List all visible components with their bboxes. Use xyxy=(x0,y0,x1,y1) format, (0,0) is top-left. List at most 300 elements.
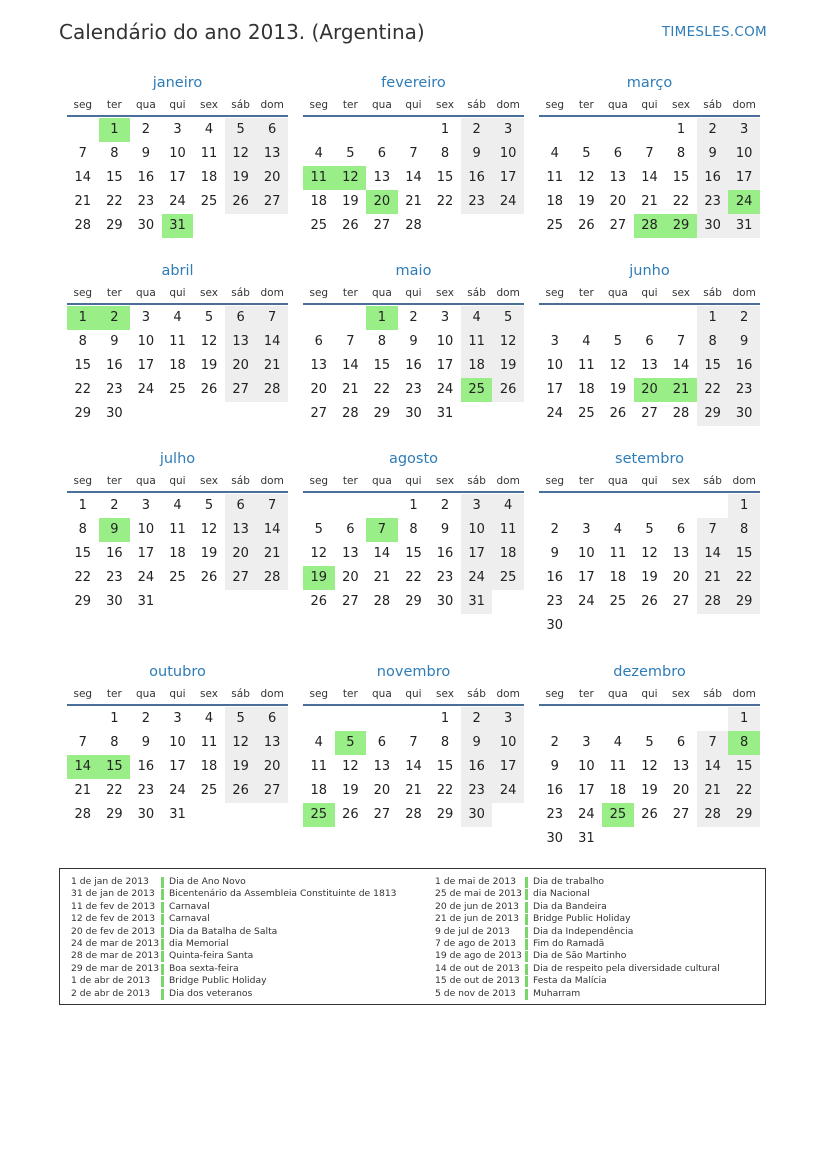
day-cell[interactable]: 29 xyxy=(728,590,760,614)
day-cell[interactable]: 18 xyxy=(609,783,627,798)
day-cell[interactable]: 27 xyxy=(256,779,288,803)
day-cell[interactable]: 13 xyxy=(373,170,391,185)
day-cell[interactable]: 4 xyxy=(492,494,524,518)
day-cell[interactable]: 2 xyxy=(440,498,450,513)
day-cell[interactable]: 3 xyxy=(173,122,182,137)
day-cell[interactable]: 15 xyxy=(373,358,391,373)
day-cell[interactable]: 23 xyxy=(461,190,493,214)
day-cell[interactable]: 17 xyxy=(546,382,564,397)
day-cell[interactable]: 21 xyxy=(697,566,729,590)
day-cell[interactable]: 6 xyxy=(377,735,387,750)
day-cell[interactable]: 26 xyxy=(342,218,359,233)
day-cell[interactable]: 14 xyxy=(256,330,288,354)
day-cell[interactable]: 10 xyxy=(461,518,493,542)
day-cell[interactable]: 22 xyxy=(405,570,422,585)
day-cell[interactable]: 18 xyxy=(609,570,627,585)
day-cell[interactable]: 9 xyxy=(141,146,151,161)
day-cell[interactable]: 2 xyxy=(141,711,151,726)
day-cell[interactable]: 28 xyxy=(256,566,288,590)
day-cell[interactable]: 4 xyxy=(582,334,591,349)
day-cell[interactable]: 24 xyxy=(492,190,524,214)
day-cell[interactable]: 9 xyxy=(110,334,119,349)
day-cell[interactable]: 22 xyxy=(106,783,123,798)
day-cell[interactable]: 3 xyxy=(728,118,760,142)
day-cell[interactable]: 2 xyxy=(110,498,119,513)
day-cell[interactable]: 24 xyxy=(436,382,454,397)
day-cell[interactable]: 17 xyxy=(137,358,155,373)
day-cell[interactable]: 4 xyxy=(461,306,493,330)
day-cell[interactable]: 30 xyxy=(137,218,155,233)
day-cell[interactable]: 28 xyxy=(256,378,288,402)
day-cell[interactable]: 6 xyxy=(225,494,257,518)
day-cell[interactable]: 30 xyxy=(106,406,123,421)
day-cell[interactable]: 7 xyxy=(645,146,654,161)
day-cell[interactable]: 8 xyxy=(110,735,119,750)
day-cell[interactable]: 13 xyxy=(609,170,627,185)
day-cell[interactable]: 26 xyxy=(310,594,328,609)
day-cell[interactable]: 25 xyxy=(200,783,218,798)
holiday-day-cell[interactable]: 31 xyxy=(162,214,194,238)
day-cell[interactable]: 8 xyxy=(377,334,387,349)
day-cell[interactable]: 22 xyxy=(672,194,690,209)
day-cell[interactable]: 1 xyxy=(409,498,418,513)
day-cell[interactable]: 4 xyxy=(314,146,323,161)
day-cell[interactable]: 10 xyxy=(546,358,564,373)
day-cell[interactable]: 8 xyxy=(697,330,729,354)
day-cell[interactable]: 19 xyxy=(200,546,218,561)
day-cell[interactable]: 15 xyxy=(74,358,92,373)
day-cell[interactable]: 29 xyxy=(728,803,760,827)
day-cell[interactable]: 22 xyxy=(106,194,123,209)
day-cell[interactable]: 7 xyxy=(78,146,87,161)
day-cell[interactable]: 11 xyxy=(169,522,186,537)
day-cell[interactable]: 6 xyxy=(256,707,288,731)
day-cell[interactable]: 18 xyxy=(578,382,595,397)
day-cell[interactable]: 18 xyxy=(546,194,564,209)
day-cell[interactable]: 15 xyxy=(74,546,92,561)
day-cell[interactable]: 27 xyxy=(609,218,627,233)
day-cell[interactable]: 31 xyxy=(728,214,760,238)
day-cell[interactable]: 24 xyxy=(169,783,186,798)
holiday-day-cell[interactable]: 2 xyxy=(99,306,131,330)
day-cell[interactable]: 27 xyxy=(342,594,359,609)
day-cell[interactable]: 18 xyxy=(200,759,218,774)
day-cell[interactable]: 2 xyxy=(461,118,493,142)
day-cell[interactable]: 1 xyxy=(110,711,119,726)
holiday-day-cell[interactable]: 7 xyxy=(366,518,398,542)
day-cell[interactable]: 15 xyxy=(436,759,454,774)
holiday-day-cell[interactable]: 11 xyxy=(303,166,335,190)
day-cell[interactable]: 11 xyxy=(492,518,524,542)
day-cell[interactable]: 21 xyxy=(641,194,658,209)
day-cell[interactable]: 7 xyxy=(697,731,729,755)
day-cell[interactable]: 19 xyxy=(225,166,257,190)
day-cell[interactable]: 25 xyxy=(492,566,524,590)
day-cell[interactable]: 23 xyxy=(546,594,564,609)
day-cell[interactable]: 25 xyxy=(169,382,186,397)
day-cell[interactable]: 9 xyxy=(141,735,151,750)
day-cell[interactable]: 20 xyxy=(225,354,257,378)
day-cell[interactable]: 17 xyxy=(436,358,454,373)
day-cell[interactable]: 7 xyxy=(346,334,355,349)
day-cell[interactable]: 15 xyxy=(728,755,760,779)
day-cell[interactable]: 27 xyxy=(373,218,391,233)
day-cell[interactable]: 20 xyxy=(672,570,690,585)
day-cell[interactable]: 8 xyxy=(440,146,450,161)
day-cell[interactable]: 18 xyxy=(200,170,218,185)
day-cell[interactable]: 16 xyxy=(436,546,454,561)
day-cell[interactable]: 10 xyxy=(169,735,186,750)
day-cell[interactable]: 30 xyxy=(546,618,564,633)
day-cell[interactable]: 22 xyxy=(436,783,454,798)
day-cell[interactable]: 15 xyxy=(672,170,690,185)
day-cell[interactable]: 26 xyxy=(641,594,658,609)
day-cell[interactable]: 7 xyxy=(256,494,288,518)
day-cell[interactable]: 23 xyxy=(106,382,123,397)
day-cell[interactable]: 9 xyxy=(461,731,493,755)
day-cell[interactable]: 9 xyxy=(550,759,559,774)
day-cell[interactable]: 13 xyxy=(342,546,359,561)
day-cell[interactable]: 13 xyxy=(225,330,257,354)
day-cell[interactable]: 15 xyxy=(728,542,760,566)
day-cell[interactable]: 12 xyxy=(200,334,218,349)
day-cell[interactable]: 10 xyxy=(578,759,595,774)
day-cell[interactable]: 16 xyxy=(461,166,493,190)
day-cell[interactable]: 12 xyxy=(641,759,658,774)
day-cell[interactable]: 15 xyxy=(106,170,123,185)
day-cell[interactable]: 20 xyxy=(609,194,627,209)
day-cell[interactable]: 3 xyxy=(492,707,524,731)
day-cell[interactable]: 20 xyxy=(342,570,359,585)
day-cell[interactable]: 28 xyxy=(342,406,359,421)
day-cell[interactable]: 1 xyxy=(697,306,729,330)
day-cell[interactable]: 7 xyxy=(409,146,418,161)
day-cell[interactable]: 1 xyxy=(676,122,686,137)
day-cell[interactable]: 9 xyxy=(728,330,760,354)
day-cell[interactable]: 29 xyxy=(373,406,391,421)
day-cell[interactable]: 16 xyxy=(137,170,155,185)
day-cell[interactable]: 21 xyxy=(74,783,92,798)
day-cell[interactable]: 24 xyxy=(137,382,155,397)
day-cell[interactable]: 14 xyxy=(373,546,391,561)
day-cell[interactable]: 23 xyxy=(697,190,729,214)
holiday-day-cell[interactable]: 20 xyxy=(634,378,666,402)
day-cell[interactable]: 6 xyxy=(346,522,355,537)
holiday-day-cell[interactable]: 25 xyxy=(602,803,634,827)
day-cell[interactable]: 22 xyxy=(74,570,92,585)
day-cell[interactable]: 5 xyxy=(225,118,257,142)
day-cell[interactable]: 17 xyxy=(492,755,524,779)
day-cell[interactable]: 21 xyxy=(342,382,359,397)
day-cell[interactable]: 12 xyxy=(310,546,328,561)
day-cell[interactable]: 21 xyxy=(373,570,391,585)
day-cell[interactable]: 15 xyxy=(436,170,454,185)
day-cell[interactable]: 3 xyxy=(440,310,450,325)
day-cell[interactable]: 17 xyxy=(461,542,493,566)
day-cell[interactable]: 16 xyxy=(461,755,493,779)
day-cell[interactable]: 27 xyxy=(672,807,690,822)
day-cell[interactable]: 4 xyxy=(613,735,623,750)
day-cell[interactable]: 27 xyxy=(225,566,257,590)
day-cell[interactable]: 3 xyxy=(492,118,524,142)
day-cell[interactable]: 20 xyxy=(256,755,288,779)
holiday-day-cell[interactable]: 25 xyxy=(303,803,335,827)
day-cell[interactable]: 31 xyxy=(578,831,595,846)
holiday-day-cell[interactable]: 21 xyxy=(665,378,697,402)
day-cell[interactable]: 17 xyxy=(492,166,524,190)
day-cell[interactable]: 28 xyxy=(405,807,422,822)
day-cell[interactable]: 8 xyxy=(78,334,87,349)
day-cell[interactable]: 17 xyxy=(578,570,595,585)
day-cell[interactable]: 22 xyxy=(728,779,760,803)
day-cell[interactable]: 19 xyxy=(578,194,595,209)
day-cell[interactable]: 28 xyxy=(74,807,92,822)
day-cell[interactable]: 30 xyxy=(697,214,729,238)
day-cell[interactable]: 26 xyxy=(225,779,257,803)
day-cell[interactable]: 23 xyxy=(137,783,155,798)
day-cell[interactable]: 20 xyxy=(373,783,391,798)
holiday-day-cell[interactable]: 25 xyxy=(461,378,493,402)
day-cell[interactable]: 24 xyxy=(578,807,595,822)
day-cell[interactable]: 8 xyxy=(728,518,760,542)
day-cell[interactable]: 29 xyxy=(405,594,422,609)
day-cell[interactable]: 17 xyxy=(169,759,186,774)
holiday-day-cell[interactable]: 28 xyxy=(634,214,666,238)
day-cell[interactable]: 5 xyxy=(645,522,654,537)
day-cell[interactable]: 12 xyxy=(225,731,257,755)
day-cell[interactable]: 8 xyxy=(676,146,686,161)
day-cell[interactable]: 26 xyxy=(200,382,218,397)
day-cell[interactable]: 3 xyxy=(173,711,182,726)
day-cell[interactable]: 19 xyxy=(492,354,524,378)
day-cell[interactable]: 30 xyxy=(728,402,760,426)
day-cell[interactable]: 5 xyxy=(314,522,323,537)
day-cell[interactable]: 26 xyxy=(200,570,218,585)
day-cell[interactable]: 11 xyxy=(200,146,218,161)
day-cell[interactable]: 4 xyxy=(173,310,182,325)
day-cell[interactable]: 10 xyxy=(436,334,454,349)
day-cell[interactable]: 29 xyxy=(106,218,123,233)
day-cell[interactable]: 3 xyxy=(461,494,493,518)
day-cell[interactable]: 31 xyxy=(436,406,454,421)
day-cell[interactable]: 22 xyxy=(436,194,454,209)
day-cell[interactable]: 8 xyxy=(409,522,418,537)
day-cell[interactable]: 3 xyxy=(582,735,591,750)
day-cell[interactable]: 26 xyxy=(225,190,257,214)
day-cell[interactable]: 20 xyxy=(310,382,328,397)
day-cell[interactable]: 7 xyxy=(409,735,418,750)
day-cell[interactable]: 13 xyxy=(256,142,288,166)
holiday-day-cell[interactable]: 1 xyxy=(99,118,131,142)
day-cell[interactable]: 27 xyxy=(225,378,257,402)
day-cell[interactable]: 13 xyxy=(256,731,288,755)
day-cell[interactable]: 16 xyxy=(697,166,729,190)
day-cell[interactable]: 21 xyxy=(256,354,288,378)
day-cell[interactable]: 27 xyxy=(672,594,690,609)
day-cell[interactable]: 31 xyxy=(169,807,186,822)
day-cell[interactable]: 18 xyxy=(310,194,328,209)
day-cell[interactable]: 2 xyxy=(461,707,493,731)
day-cell[interactable]: 18 xyxy=(169,546,186,561)
day-cell[interactable]: 27 xyxy=(256,190,288,214)
day-cell[interactable]: 27 xyxy=(310,406,328,421)
day-cell[interactable]: 25 xyxy=(609,594,627,609)
holiday-day-cell[interactable]: 5 xyxy=(335,731,367,755)
day-cell[interactable]: 26 xyxy=(342,807,359,822)
day-cell[interactable]: 3 xyxy=(141,498,151,513)
day-cell[interactable]: 6 xyxy=(225,306,257,330)
day-cell[interactable]: 11 xyxy=(578,358,595,373)
day-cell[interactable]: 26 xyxy=(578,218,595,233)
day-cell[interactable]: 1 xyxy=(728,707,760,731)
day-cell[interactable]: 23 xyxy=(106,570,123,585)
day-cell[interactable]: 7 xyxy=(78,735,87,750)
day-cell[interactable]: 19 xyxy=(225,755,257,779)
holiday-day-cell[interactable]: 19 xyxy=(303,566,335,590)
day-cell[interactable]: 16 xyxy=(546,783,564,798)
day-cell[interactable]: 14 xyxy=(405,759,422,774)
day-cell[interactable]: 14 xyxy=(697,755,729,779)
day-cell[interactable]: 5 xyxy=(492,306,524,330)
day-cell[interactable]: 11 xyxy=(609,546,627,561)
day-cell[interactable]: 10 xyxy=(492,142,524,166)
day-cell[interactable]: 29 xyxy=(74,594,92,609)
day-cell[interactable]: 23 xyxy=(405,382,422,397)
day-cell[interactable]: 13 xyxy=(672,759,690,774)
day-cell[interactable]: 5 xyxy=(204,310,214,325)
day-cell[interactable]: 20 xyxy=(225,542,257,566)
day-cell[interactable]: 6 xyxy=(676,735,686,750)
day-cell[interactable]: 24 xyxy=(546,406,564,421)
day-cell[interactable]: 6 xyxy=(377,146,387,161)
day-cell[interactable]: 22 xyxy=(373,382,391,397)
day-cell[interactable]: 6 xyxy=(676,522,686,537)
day-cell[interactable]: 24 xyxy=(169,194,186,209)
day-cell[interactable]: 3 xyxy=(141,310,151,325)
day-cell[interactable]: 14 xyxy=(672,358,690,373)
day-cell[interactable]: 13 xyxy=(373,759,391,774)
day-cell[interactable]: 19 xyxy=(641,783,658,798)
day-cell[interactable]: 14 xyxy=(256,518,288,542)
day-cell[interactable]: 15 xyxy=(697,354,729,378)
day-cell[interactable]: 2 xyxy=(550,522,559,537)
day-cell[interactable]: 5 xyxy=(346,146,355,161)
day-cell[interactable]: 30 xyxy=(405,406,422,421)
day-cell[interactable]: 27 xyxy=(641,406,658,421)
day-cell[interactable]: 1 xyxy=(440,711,450,726)
day-cell[interactable]: 11 xyxy=(310,759,328,774)
day-cell[interactable]: 1 xyxy=(440,122,450,137)
day-cell[interactable]: 11 xyxy=(546,170,564,185)
day-cell[interactable]: 18 xyxy=(461,354,493,378)
day-cell[interactable]: 11 xyxy=(169,334,186,349)
holiday-day-cell[interactable]: 29 xyxy=(665,214,697,238)
day-cell[interactable]: 11 xyxy=(609,759,627,774)
day-cell[interactable]: 17 xyxy=(728,166,760,190)
day-cell[interactable]: 23 xyxy=(436,570,454,585)
day-cell[interactable]: 8 xyxy=(110,146,119,161)
day-cell[interactable]: 10 xyxy=(578,546,595,561)
day-cell[interactable]: 30 xyxy=(436,594,454,609)
day-cell[interactable]: 29 xyxy=(697,402,729,426)
day-cell[interactable]: 8 xyxy=(440,735,450,750)
day-cell[interactable]: 14 xyxy=(697,542,729,566)
day-cell[interactable]: 4 xyxy=(204,122,214,137)
day-cell[interactable]: 4 xyxy=(314,735,323,750)
day-cell[interactable]: 9 xyxy=(440,522,450,537)
day-cell[interactable]: 18 xyxy=(492,542,524,566)
day-cell[interactable]: 6 xyxy=(645,334,654,349)
day-cell[interactable]: 3 xyxy=(582,522,591,537)
day-cell[interactable]: 17 xyxy=(137,546,155,561)
day-cell[interactable]: 19 xyxy=(342,194,359,209)
day-cell[interactable]: 9 xyxy=(550,546,559,561)
day-cell[interactable]: 5 xyxy=(225,707,257,731)
day-cell[interactable]: 21 xyxy=(74,194,92,209)
day-cell[interactable]: 13 xyxy=(310,358,328,373)
day-cell[interactable]: 24 xyxy=(492,779,524,803)
day-cell[interactable]: 18 xyxy=(169,358,186,373)
day-cell[interactable]: 26 xyxy=(641,807,658,822)
day-cell[interactable]: 17 xyxy=(578,783,595,798)
day-cell[interactable]: 10 xyxy=(728,142,760,166)
day-cell[interactable]: 25 xyxy=(578,406,595,421)
day-cell[interactable]: 16 xyxy=(106,546,123,561)
day-cell[interactable]: 10 xyxy=(169,146,186,161)
day-cell[interactable]: 22 xyxy=(74,382,92,397)
holiday-day-cell[interactable]: 9 xyxy=(99,518,131,542)
day-cell[interactable]: 18 xyxy=(310,783,328,798)
holiday-day-cell[interactable]: 24 xyxy=(728,190,760,214)
day-cell[interactable]: 15 xyxy=(405,546,422,561)
day-cell[interactable]: 16 xyxy=(728,354,760,378)
day-cell[interactable]: 24 xyxy=(578,594,595,609)
day-cell[interactable]: 12 xyxy=(200,522,218,537)
day-cell[interactable]: 28 xyxy=(373,594,391,609)
day-cell[interactable]: 5 xyxy=(645,735,654,750)
day-cell[interactable]: 20 xyxy=(672,783,690,798)
day-cell[interactable]: 28 xyxy=(697,803,729,827)
day-cell[interactable]: 19 xyxy=(609,382,627,397)
day-cell[interactable]: 31 xyxy=(461,590,493,614)
day-cell[interactable]: 17 xyxy=(169,170,186,185)
day-cell[interactable]: 16 xyxy=(137,759,155,774)
day-cell[interactable]: 28 xyxy=(672,406,690,421)
holiday-day-cell[interactable]: 14 xyxy=(67,755,99,779)
day-cell[interactable]: 16 xyxy=(106,358,123,373)
day-cell[interactable]: 19 xyxy=(200,358,218,373)
day-cell[interactable]: 6 xyxy=(613,146,623,161)
day-cell[interactable]: 4 xyxy=(173,498,182,513)
day-cell[interactable]: 7 xyxy=(676,334,686,349)
day-cell[interactable]: 28 xyxy=(74,218,92,233)
holiday-day-cell[interactable]: 8 xyxy=(728,731,760,755)
day-cell[interactable]: 1 xyxy=(78,498,87,513)
day-cell[interactable]: 10 xyxy=(137,334,155,349)
day-cell[interactable]: 25 xyxy=(546,218,564,233)
day-cell[interactable]: 19 xyxy=(342,783,359,798)
day-cell[interactable]: 5 xyxy=(613,334,623,349)
holiday-day-cell[interactable]: 20 xyxy=(366,190,398,214)
day-cell[interactable]: 23 xyxy=(461,779,493,803)
day-cell[interactable]: 9 xyxy=(409,334,418,349)
day-cell[interactable]: 30 xyxy=(546,831,564,846)
day-cell[interactable]: 2 xyxy=(697,118,729,142)
day-cell[interactable]: 8 xyxy=(78,522,87,537)
day-cell[interactable]: 1 xyxy=(728,494,760,518)
day-cell[interactable]: 29 xyxy=(74,406,92,421)
day-cell[interactable]: 13 xyxy=(672,546,690,561)
